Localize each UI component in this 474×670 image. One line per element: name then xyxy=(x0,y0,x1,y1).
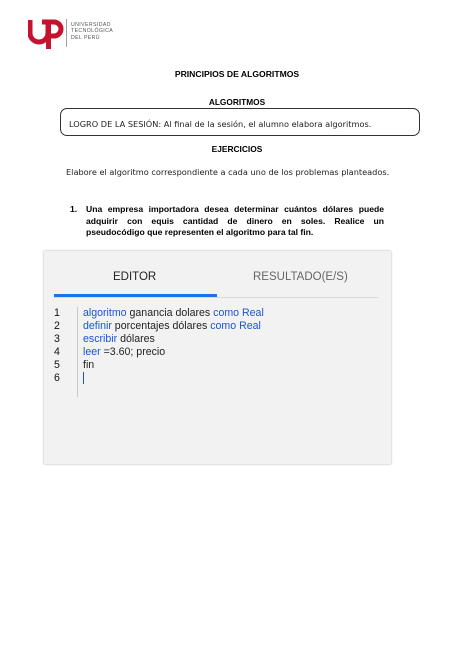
tab-resultado[interactable]: RESULTADO(E/S) xyxy=(253,271,348,283)
code-text xyxy=(83,307,264,320)
section-title: ALGORITMOS xyxy=(208,97,266,107)
logo-text xyxy=(71,22,113,41)
logo-line-3: DEL PERÚ xyxy=(71,34,100,41)
editor-screenshot xyxy=(44,251,391,464)
instruction-text: Elabore el algoritmo correspondiente a cada uno de los problemas planteados. xyxy=(66,167,390,177)
code-body: porcentajes dólares xyxy=(111,320,211,332)
logo-divider xyxy=(66,19,67,47)
code-text xyxy=(83,372,84,386)
course-title: PRINCIPIOS DE ALGORITMOS xyxy=(174,69,300,79)
code-body: dólares xyxy=(117,333,155,345)
code-editor[interactable] xyxy=(54,307,374,452)
keyword: escribir xyxy=(83,333,118,345)
line-number: 6 xyxy=(54,372,60,384)
logo-line-1: UNIVERSIDAD xyxy=(71,22,111,28)
code-text xyxy=(83,320,261,333)
code-text xyxy=(83,346,165,359)
code-body: =3.60; precio xyxy=(100,346,166,358)
line-number: 4 xyxy=(54,346,60,358)
line-number: 1 xyxy=(54,307,60,319)
problem-text: Una empresa importadora desea determinar cuántos dólares puede adquirir con equis cantidad de dinero en soles. Realice un pseudocódigo que representen el algoritmo para tal fin. xyxy=(86,204,384,237)
line-number: 2 xyxy=(54,320,60,332)
keyword: leer xyxy=(83,346,101,358)
code-body: ganancia dolares xyxy=(126,307,214,319)
tab-editor[interactable]: EDITOR xyxy=(113,271,157,283)
code-body: fin xyxy=(83,359,95,371)
line-number: 5 xyxy=(54,359,60,371)
utp-logo xyxy=(28,16,168,50)
tab-divider xyxy=(54,297,378,298)
exercises-title: EJERCICIOS xyxy=(211,144,263,154)
text-cursor xyxy=(83,372,84,384)
keyword: definir xyxy=(83,320,112,332)
keyword: algoritmo xyxy=(83,307,127,319)
keyword: como Real xyxy=(213,307,264,319)
code-text xyxy=(83,359,94,372)
logro-box xyxy=(60,108,420,136)
problem-number: 1. xyxy=(70,204,78,214)
gutter-divider xyxy=(77,307,78,397)
utp-logo-mark-icon xyxy=(28,16,64,50)
line-number: 3 xyxy=(54,333,60,345)
code-text xyxy=(83,333,155,346)
problem-item xyxy=(70,204,384,239)
keyword: como Real xyxy=(210,320,261,332)
logro-text: LOGRO DE LA SESIÓN: Al final de la sesión, el alumno elabora algoritmos. xyxy=(69,119,372,129)
logo-line-2: TECNOLÓGICA xyxy=(71,28,114,35)
